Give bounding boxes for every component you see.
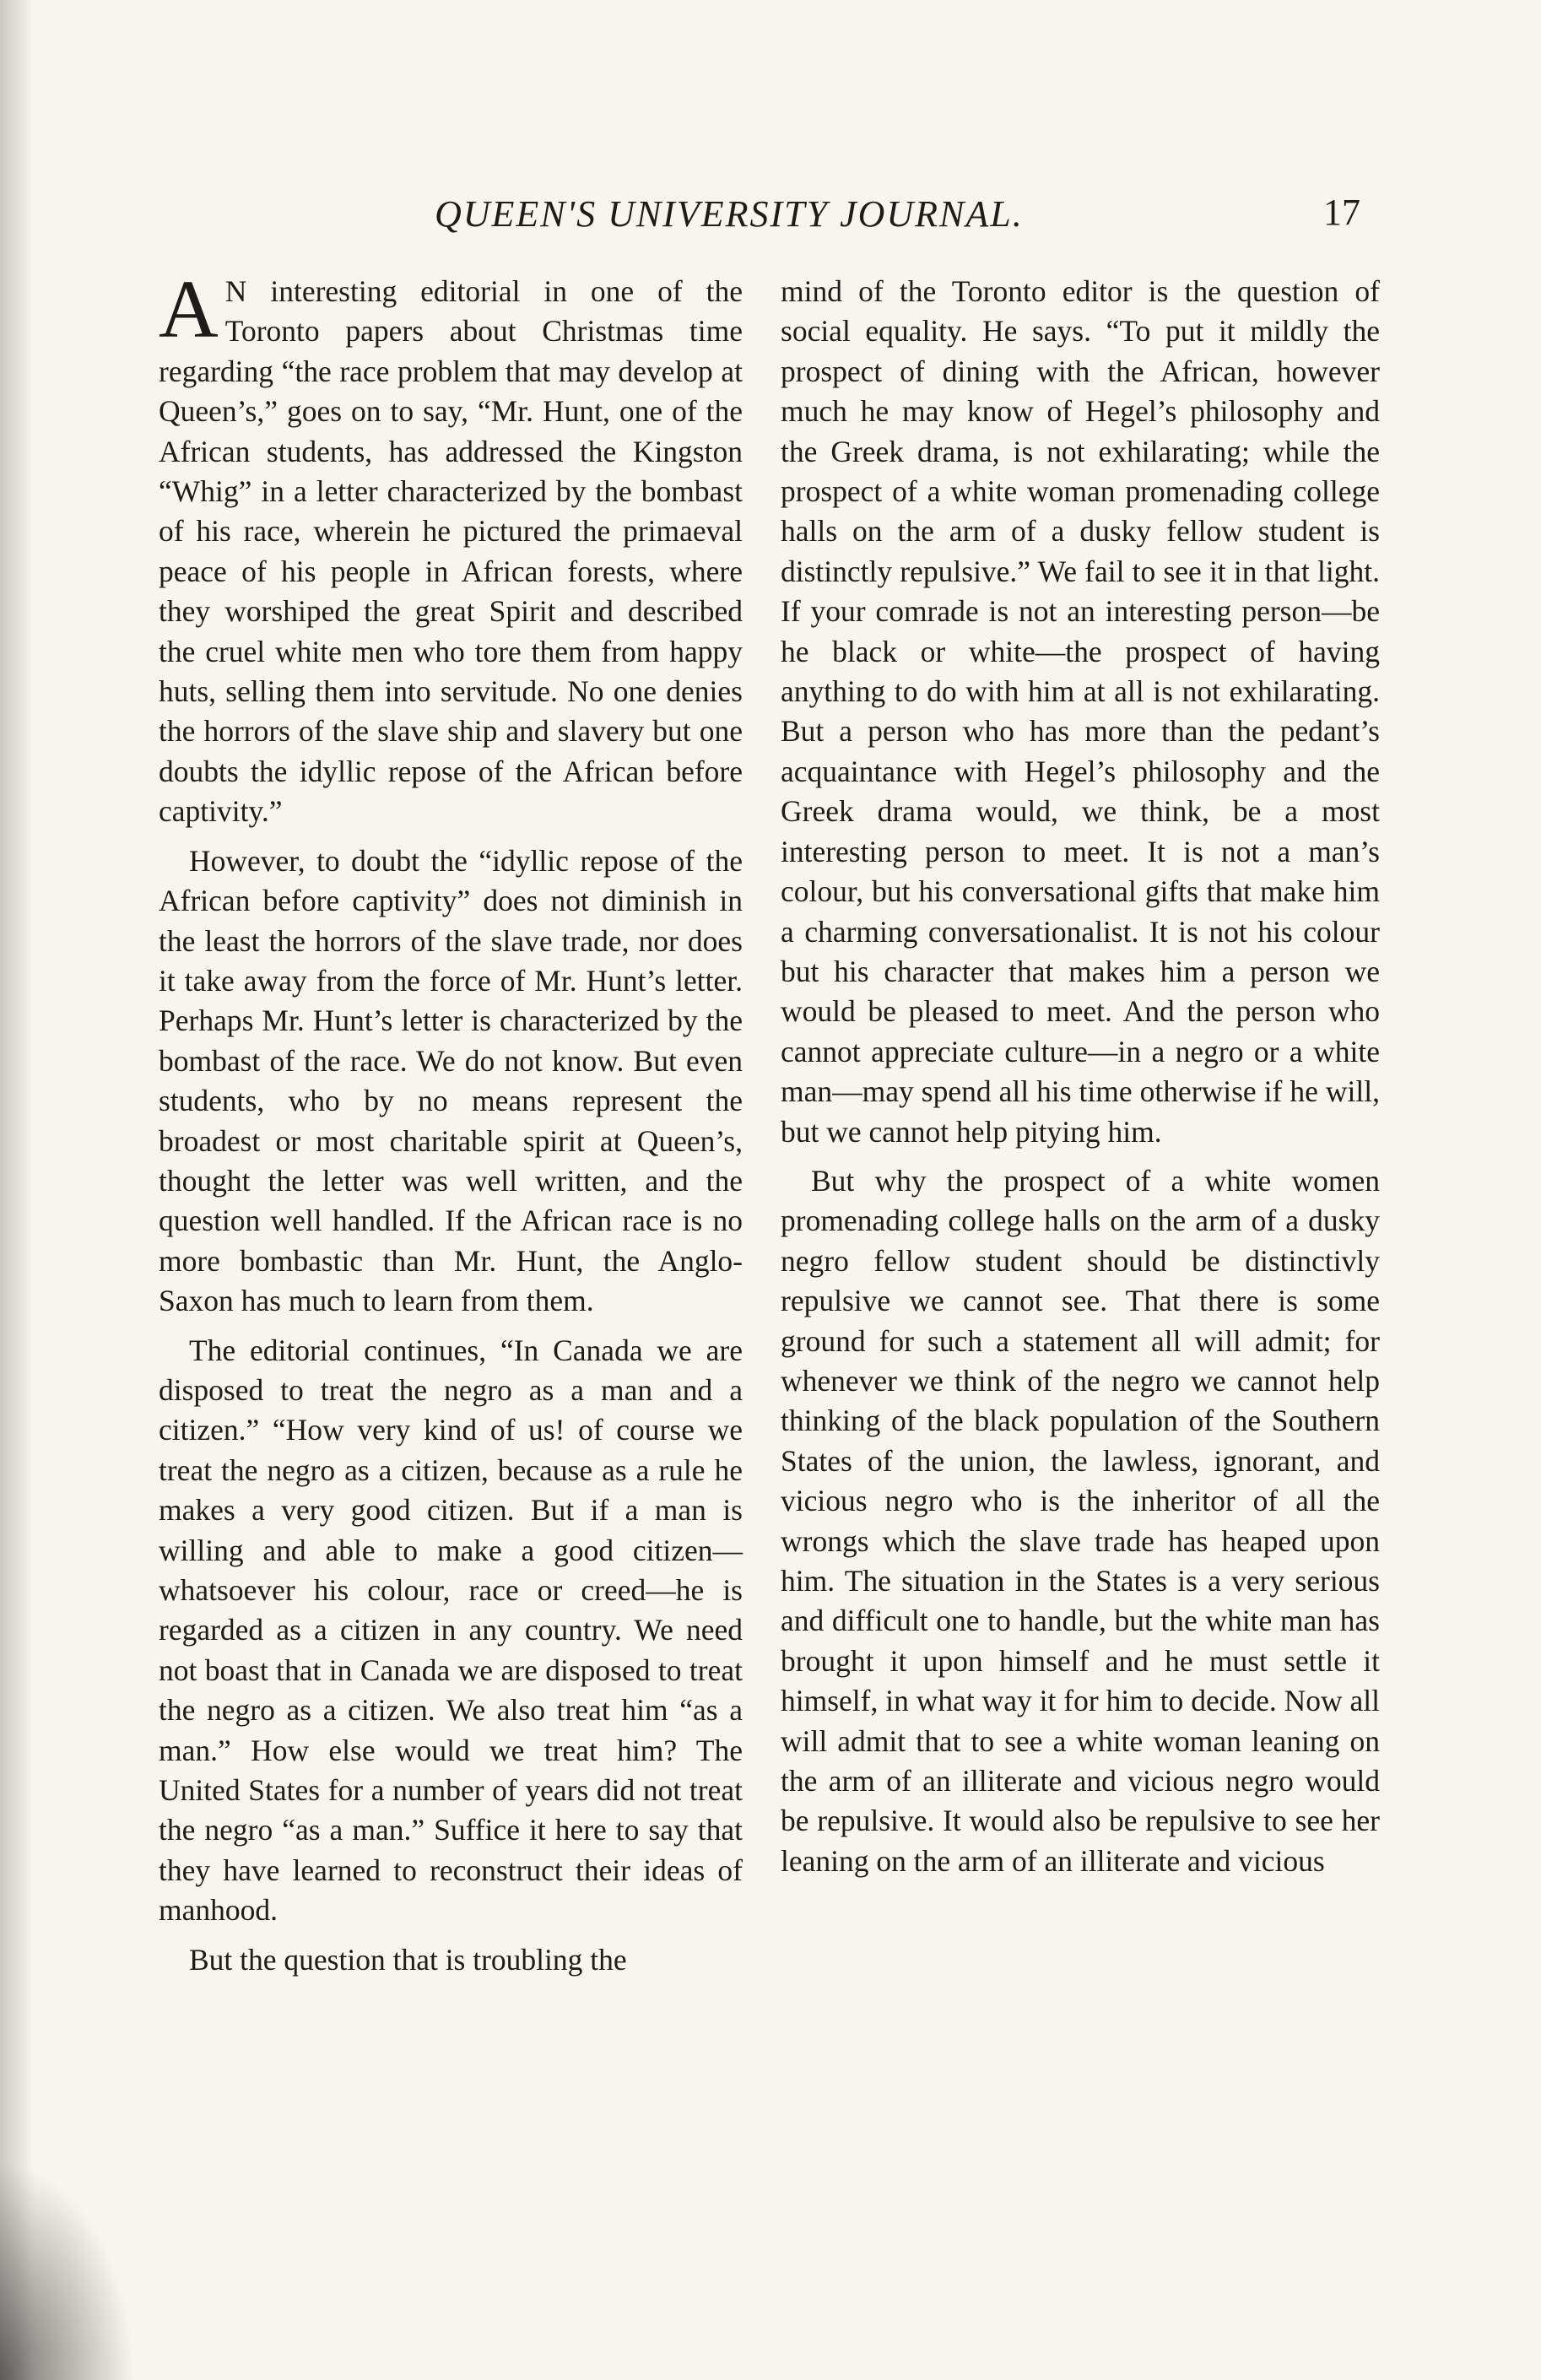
paragraph: mind of the Toronto editor is the question of social equality. He says. “To put it mildly the prospect of dining with the African, however much he may know of Hegel’s philosophy and the Greek drama, is not exhilarating; while the prospect of a white woman promenading college halls on the arm of a dusky fellow student is distinctly repulsive.” We fail to see it in that light. If your comrade is not an interesting person—be he black or white—the prospect of having anything to do with him at all is not exhilarating. But a person who has more than the pedant’s acquaintance with Hegel’s philosophy and the Greek drama would, we think, be a most interesting person to meet. It is not a man’s colour, but his conversational gifts that make him a charming conversationalist. It is not his colour but his character that makes him a person we would be pleased to meet. And the person who cannot appreciate culture—in a negro or a white man—may spend all his time otherwise if he will, but we cannot help pitying him. (781, 274, 1380, 1149)
page-number: 17 (1323, 192, 1360, 233)
drop-cap: A (159, 264, 219, 355)
paragraph-text: N interesting editorial in one of the Toronto papers about Christmas time regarding “the race problem that may develop at Queen’s,” goes on to say, “Mr. Hunt, one of the African students, has addressed the Kingston “Whig” in a letter characterized by the bombast of his race, wherein he pictured the primaeval peace of his people in African forests, where they worshiped the great Spirit and described the cruel white men who tore them from happy huts, selling them into servitude. No one denies the horrors of the slave ship and slavery but one doubts the idyllic repose of the African before captivity.” (159, 274, 743, 829)
left-column (159, 264, 743, 1989)
running-title: QUEEN'S UNIVERSITY JOURNAL. (435, 193, 1024, 235)
paragraph (159, 264, 743, 832)
page-edge-shadow (0, 0, 34, 2380)
right-column (781, 272, 1380, 1890)
paragraph: But why the prospect of a white women promenading college halls on the arm of a dusky negro fellow student should be distinctivly repulsive we cannot see. That there is some ground for such a statement all will admit; for whenever we think of the negro we cannot help thinking of the black population of the Southern States of the union, the lawless, ignorant, and vicious negro who is the inheritor of all the wrongs which the slave trade has heaped upon him. The situation in the States is a very serious and difficult one to handle, but the white man has brought it upon himself and he must settle it himself, in what way it for him to decide. Now all will admit that to see a white woman leaning on the arm of an illiterate and vicious negro would be repulsive. It would also be repulsive to see her leaning on the arm of an illiterate and vicious (781, 1163, 1380, 1878)
paragraph: The editorial continues, “In Canada we are disposed to treat the negro as a man and a citizen.” “How very kind of us! of course we treat the negro as a citizen, because as a rule he makes a very good citizen. But if a man is willing and able to make a good citizen—whatsoever his colour, race or creed—he is regarded as a citizen in any country. We need not boast that in Canada we are disposed to treat the negro as a citizen. We also treat him “as a man.” How else would we treat him? The United States for a number of years did not treat the negro “as a man.” Suffice it here to say that they have learned to reconstruct their ideas of manhood. (159, 1333, 743, 1928)
page-corner-shadow (0, 2161, 135, 2380)
paragraph: But the question that is troubling the (189, 1942, 627, 1977)
paragraph: However, to doubt the “idyllic repose of the African before captivity” does not diminish in the least the horrors of the slave trade, nor does it take away from the force of Mr. Hunt’s letter. Perhaps Mr. Hunt’s letter is characterized by the bombast of the race. We do not know. But even students, who by no means represent the broadest or most charitable spirit at Queen’s, thought the letter was well written, and the question well handled. If the African race is no more bombastic than Mr. Hunt, the Anglo-Saxon has much to learn from them. (159, 843, 743, 1318)
